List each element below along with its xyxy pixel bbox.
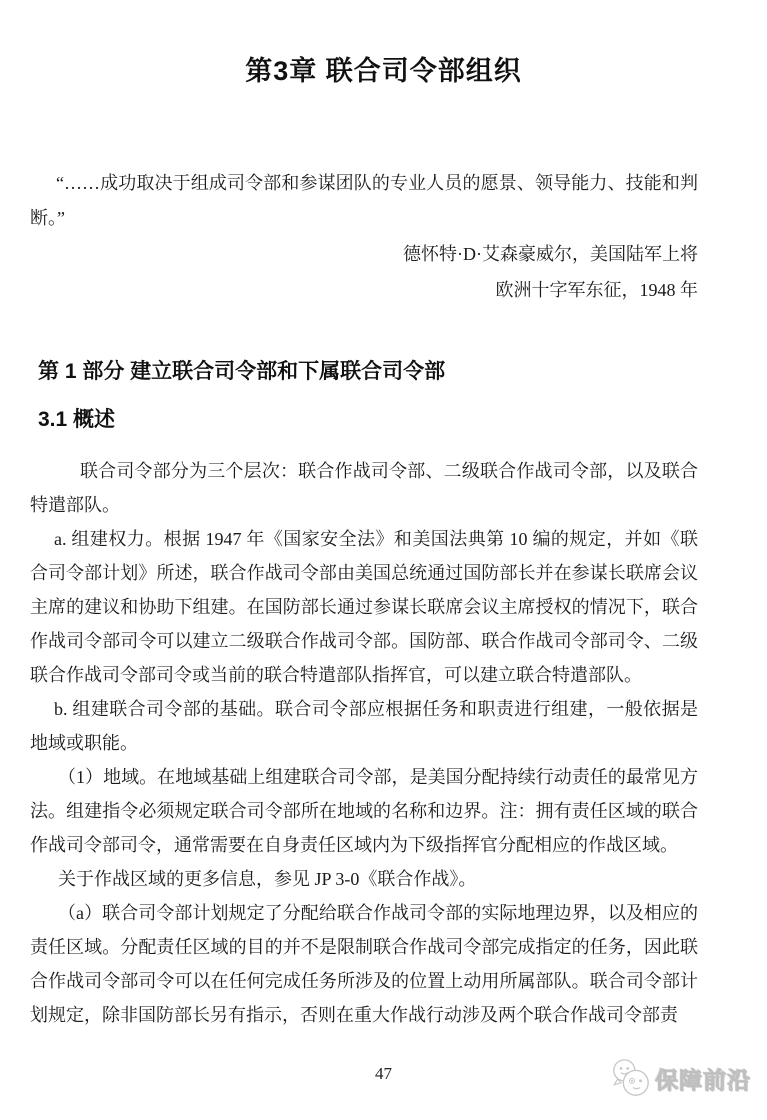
paragraph-overview: 联合司令部分为三个层次：联合作战司令部、二级联合作战司令部，以及联合特遣部队。 <box>30 461 698 515</box>
subsection-heading: 3.1 概述 <box>38 408 116 431</box>
section-heading: 第 1 部分 建立联合司令部和下属联合司令部 <box>38 360 446 383</box>
paragraph-establishing-authority: a. 组建权力。根据 1947 年《国家安全法》和美国法典第 10 编的规定，并如《联合司令部计划》所述，联合作战司令部由美国总统通过国防部长并在参谋长联席会议主席的建议和协助下组建。在国防部长通过参谋长联席会议主席授权的情况下，联合作战司令部司令可以建立二级联合作战司令部。国防部、联合作战司令部司令、二级联合作战司令部司令或当前的联合特遣部队指挥官，可以建立联合特遣部队。 <box>30 529 698 685</box>
paragraph-basis-for-organizing: b. 组建联合司令部的基础。联合司令部应根据任务和职责进行组建，一般依据是地域或职能。 <box>30 699 698 753</box>
paragraph-jp30-reference: 关于作战区域的更多信息，参见 JP 3-0《联合作战》。 <box>58 869 477 889</box>
quote-attribution-detail: 欧洲十字军东征，1948 年 <box>495 280 698 300</box>
quote-attribution: 德怀特·D·艾森豪威尔，美国陆军上将 <box>403 244 698 264</box>
page-number: 47 <box>375 1064 392 1083</box>
watermark <box>610 1056 751 1100</box>
watermark-logo-icon <box>610 1056 652 1100</box>
quote-block <box>30 166 698 308</box>
body-text <box>30 454 698 1032</box>
paragraph-ucp-boundaries: （a）联合司令部计划规定了分配给联合作战司令部的实际地理边界，以及相应的责任区域。分配责任区域的目的并不是限制联合作战司令部完成指定的任务，因此联合作战司令部司令可以在任何完成任务所涉及的位置上动用所属部队。联合司令部计划规定，除非国防部长另有指示，否则在重大作战行动涉及两个联合作战司令部责 <box>30 903 698 1025</box>
chapter-title: 第3章 联合司令部组织 <box>245 56 522 86</box>
paragraph-geographic: （1）地域。在地域基础上组建联合司令部，是美国分配持续行动责任的最常见方法。组建指令必须规定联合司令部所在地域的名称和边界。注：拥有责任区域的联合作战司令部司令，通常需要在自身责任区域内为下级指挥官分配相应的作战区域。 <box>30 767 698 855</box>
watermark-text: 保障前沿 <box>655 1066 751 1093</box>
quote-text: “……成功取决于组成司令部和参谋团队的专业人员的愿景、领导能力、技能和判断。” <box>30 173 698 228</box>
